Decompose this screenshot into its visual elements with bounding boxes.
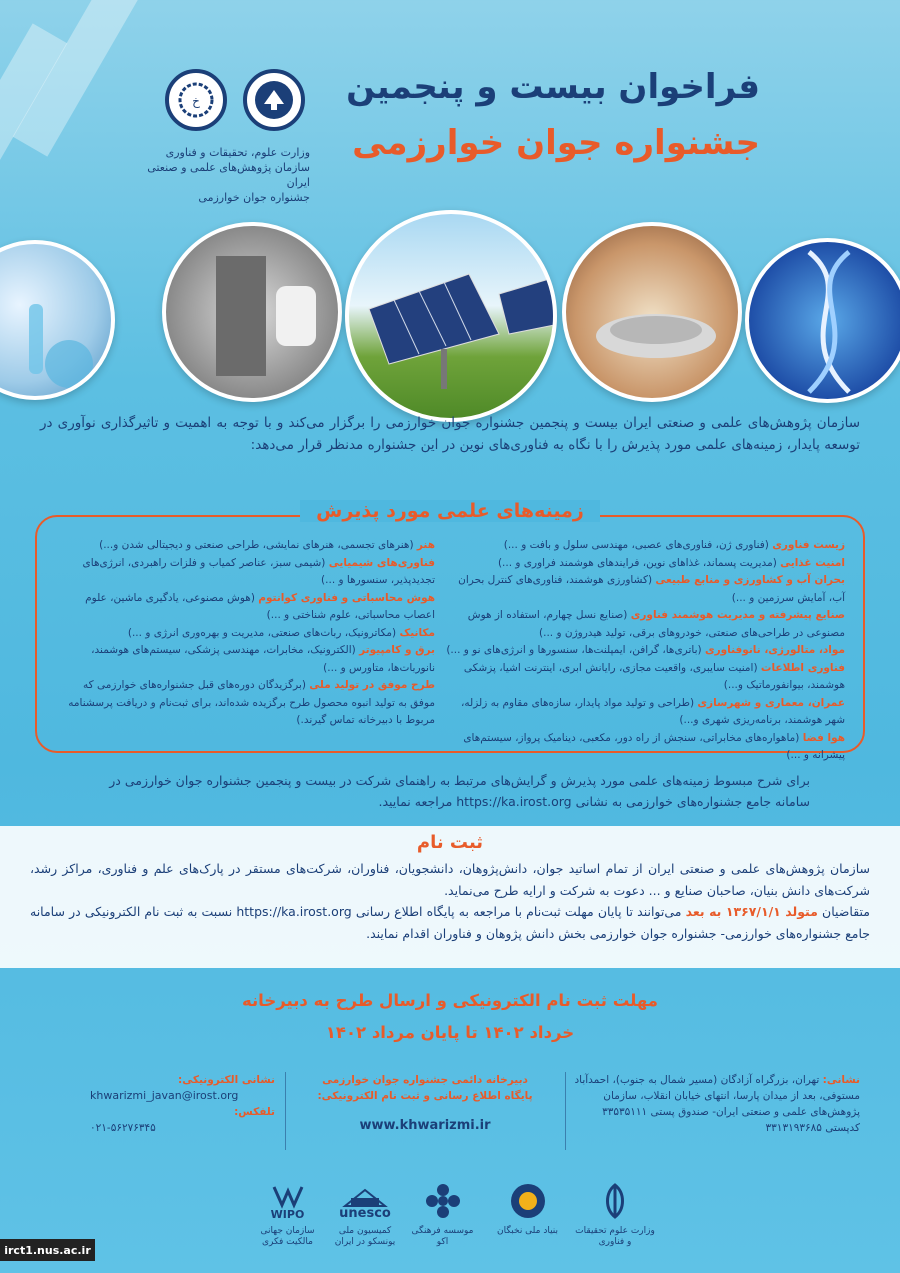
registration-paragraph-1: سازمان پژوهش‌های علمی و صنعتی ایران از تمام اساتید جوان، دانش‌پژوهان، دانشجویان، فناوران، شرکت‌های مستقر در پارک‌های علم و فناوری، مراکز رشد، شرکت‌های دانش بنیان، صاحبان صنایع و ... دعوت به شرکت و ارایه طرح می‌نماید. bbox=[30, 861, 870, 898]
header bbox=[0, 55, 900, 204]
page-title-line2: جشنواره جوان خوارزمی bbox=[352, 123, 760, 163]
elites-foundation-icon bbox=[504, 1180, 552, 1222]
field-item: هوش محاسباتی و فناوری کوانتوم (هوش مصنوعی، یادگیری ماشین، علوم اعصاب محاسباتی، علوم شناختی و ...) bbox=[85, 591, 435, 621]
fields-right-column bbox=[445, 537, 845, 765]
field-item: مکانیک (مکاترونیک، ربات‌های صنعتی، مدیریت و بهره‌وری انرژی و ...) bbox=[127, 626, 435, 639]
dna-molecule-photo bbox=[745, 238, 900, 403]
website-link[interactable]: www.khwarizmi.ir bbox=[359, 1118, 491, 1133]
organization-names: وزارت علوم، تحقیقات و فناوری سازمان پژوهش‌های علمی و صنعتی ایران جشنواره جوان خوارزمی bbox=[147, 146, 310, 204]
laboratory-machine-photo bbox=[162, 222, 342, 402]
fields-left-column bbox=[55, 537, 435, 730]
fax-number: ۰۲۱-۵۶۲۷۶۳۴۵ bbox=[90, 1122, 156, 1134]
solar-panels-photo bbox=[345, 210, 557, 422]
field-item: برق و کامپیوتر (الکترونیک، مخابرات، مهندسی پزشکی، سیستم‌های هوشمند، نانوربات‌ها، متاورس و ...) bbox=[91, 644, 435, 674]
kharazmi-logo-icon bbox=[176, 80, 216, 120]
deadline-section bbox=[0, 985, 900, 1049]
registration-paragraph-2: متقاضیان متولد ۱۳۶۷/۱/۱ به بعد می‌توانند تا پایان مهلت ثبت‌نام با مراجعه به پایگاه اطلاع رسانی https://ka.irost.org نسبت به ثبت نام الکترونیکی در سامانه جامع جشنواره‌های خوارزمی- جشنواره جوان خوارزمی بخش دانش پژوهان و فناوران اقدام نمایند. bbox=[30, 904, 870, 941]
divider bbox=[565, 1072, 566, 1150]
irost-logo bbox=[243, 69, 305, 131]
irost-logo-icon bbox=[252, 78, 296, 122]
unesco-logo: unesco کمیسیون ملی یونسکو در ایران bbox=[325, 1180, 405, 1248]
photo-strip bbox=[0, 220, 900, 395]
sample-dish-photo bbox=[562, 222, 742, 402]
field-item: مواد، متالورژی، نانوفناوری (باتری‌ها، گرافن، ایمپلنت‌ها، سنسورها و انرژی‌های نو و ...) bbox=[446, 644, 845, 656]
email-link[interactable]: khwarizmi_javan@irost.org bbox=[90, 1089, 239, 1102]
field-item: زیست فناوری (فناوری ژن، فناوری‌های عصبی، مهندسی سلول و بافت و ...) bbox=[503, 539, 845, 551]
wipo-logo: WIPO سازمان جهانی مالکیت فکری bbox=[250, 1180, 325, 1248]
field-item: بحران آب و کشاورزی و منابع طبیعی (کشاورزی هوشمند، فناوری‌های کنترل بحران آب، آمایش سرزمین و ...) bbox=[458, 574, 845, 604]
divider bbox=[285, 1072, 286, 1150]
field-item: فناوری اطلاعات (امنیت سایبری، واقعیت مجازی، رایانش ابری، اینترنت اشیا، پزشکی هوشمند، بیوانفورماتیک و...) bbox=[463, 661, 845, 691]
eco-institute-icon bbox=[419, 1180, 467, 1222]
elites-foundation-logo: بنیاد ملی نخبگان bbox=[485, 1180, 570, 1237]
intro-paragraph: سازمان پژوهش‌های علمی و صنعتی ایران بیست و پنجمین جشنواره جوان خوارزمی را برگزار می‌کند و با توجه به اهمیت و تاثیرگذاری نوآوری در توسعه پایدار، زمینه‌های علمی مورد پذیرش را با نگاه به فناوری‌های نوین در این جشنواره مدنظر قرار می‌دهد: bbox=[40, 415, 860, 453]
sponsor-logos bbox=[0, 1170, 900, 1270]
unesco-icon: unesco bbox=[330, 1180, 400, 1222]
address-block: نشانی: تهران، بزرگراه آزادگان (مسیر شمال به جنوب)، احمدآباد مستوفی، بعد از میدان پارسا، انتهای خیابان انقلاب، سازمان پژوهش‌های علمی و صنعتی ایران- صندوق پستی ۳۳۵۳۵۱۱۱ کدپستی ۳۳۱۳۱۹۳۶۸۵ bbox=[574, 1074, 860, 1134]
kharazmi-youth-award-logo bbox=[165, 69, 227, 131]
registration-section bbox=[0, 826, 900, 968]
registration-text bbox=[30, 858, 870, 944]
source-watermark: irct1.nus.ac.ir bbox=[0, 1239, 95, 1261]
field-item: امنیت غذایی (مدیریت پسماند، غذاهای نوین، فرایندهای هوشمند فراوری و ...) bbox=[497, 556, 845, 569]
fields-section-title: زمینه‌های علمی مورد پذیرش bbox=[300, 500, 600, 522]
registration-title: ثبت نام bbox=[416, 832, 484, 853]
ministry-logo: وزارت علوم تحقیقات و فناوری bbox=[575, 1180, 655, 1248]
fields-box bbox=[35, 515, 865, 761]
deadline-line2: خرداد ۱۴۰۲ تا پایان مرداد ۱۴۰۲ bbox=[325, 1023, 575, 1042]
field-item: هوا فضا (ماهواره‌های مخابراتی، سنجش از راه دور، مکعبی، دینامیک پرواز، سیستم‌های پیشرانه و ...) bbox=[463, 731, 845, 761]
iran-emblem-icon bbox=[591, 1180, 639, 1222]
wipo-icon: WIPO bbox=[264, 1180, 312, 1222]
svg-text:خ: خ bbox=[192, 94, 200, 108]
deadline-line1: مهلت ثبت نام الکترونیکی و ارسال طرح به دبیرخانه bbox=[241, 991, 659, 1010]
field-item: طرح موفق در تولید ملی (برگزیدگان دوره‌های قبل جشنواره‌های خوارزمی که موفق به تولید انبوه محصول طرح برگزیده شده‌اند، برای ثبت‌نام و دریافت پرسشنامه مربوط با دبیرخانه تماس گیرند.) bbox=[68, 679, 435, 726]
field-item: صنایع پیشرفته و مدیریت هوشمند فناوری (صنایع نسل چهارم، استفاده از هوش مصنوعی در طراحی‌های صنعتی، خودروهای برقی، تولید هیدروژن و ...) bbox=[467, 609, 845, 639]
birthdate-requirement: متولد ۱۳۶۷/۱/۱ به بعد bbox=[685, 904, 818, 919]
field-item: هنر (هنرهای تجسمی، هنرهای نمایشی، طراحی صنعتی و دیجیتالی شدن و...) bbox=[99, 539, 435, 551]
email-fax-block: نشانی الکترونیکی: khwarizmi_javan@irost.org تلفکس: ۰۲۱-۵۶۲۷۶۳۴۵ bbox=[90, 1074, 275, 1134]
more-info-paragraph: برای شرح مبسوط زمینه‌های علمی مورد پذیرش و گرایش‌های مرتبط به راهنمای شرکت در بیست و پنجمین جشنواره جوان خوارزمی در سامانه جامع جشنواره‌های خوارزمی به نشانی https://ka.irost.org مراجعه نمایید. bbox=[109, 773, 810, 809]
page-title-line1: فراخوان بیست و پنجمین bbox=[346, 67, 760, 107]
eco-institute-logo: موسسه فرهنگی اکو bbox=[405, 1180, 480, 1248]
secretariat-block: دبیرخانه دائمی جشنواره جوان خوارزمی پایگاه اطلاع رسانی و ثبت نام الکترونیکی: www.khwarizmi.ir bbox=[295, 1072, 555, 1134]
field-item: فناوری‌های شیمیایی (شیمی سبز، عناصر کمیاب و فلزات راهبردی، انرژی‌های تجدیدپذیر، سنسورها و ...) bbox=[82, 556, 435, 586]
lab-scientist-photo bbox=[0, 240, 115, 400]
contacts-section bbox=[0, 1072, 900, 1162]
field-item: عمران، معماری و شهرسازی (طراحی و تولید مواد پایدار، سازه‌های مقاوم به زلزله، شهر هوشمند، برنامه‌ریزی شهری و...) bbox=[461, 696, 845, 726]
